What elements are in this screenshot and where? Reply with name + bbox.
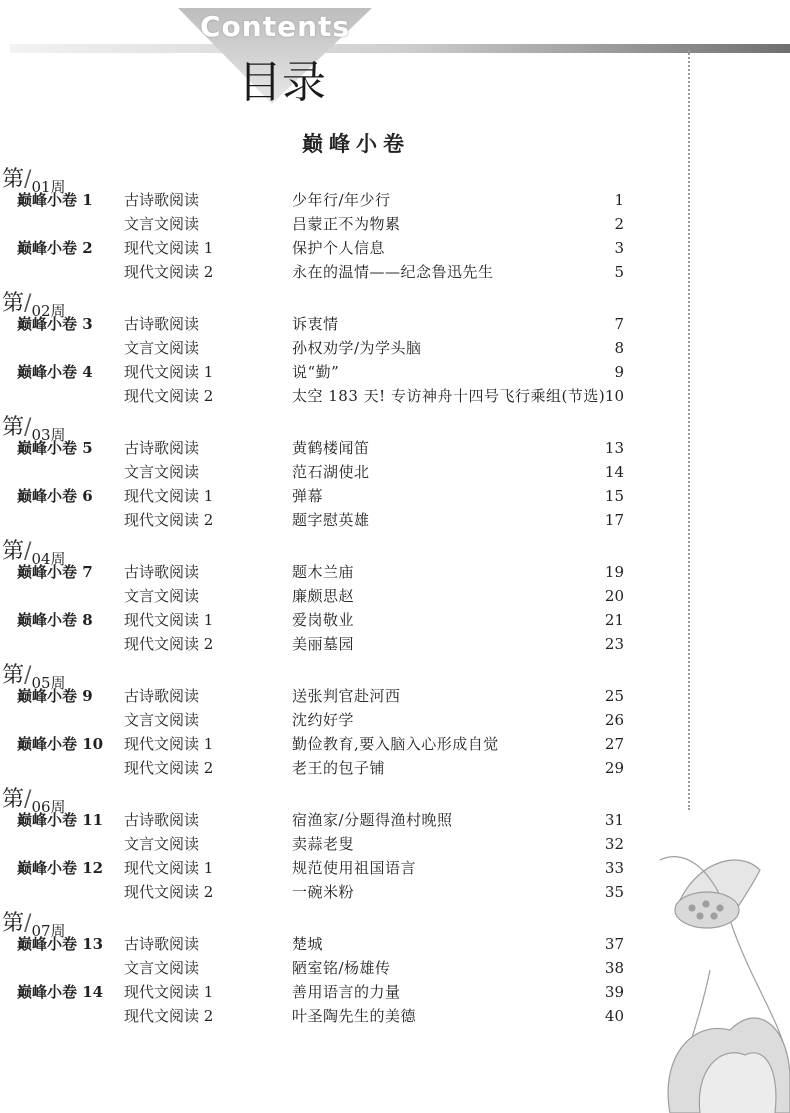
article-title: 题字慰英雄 [292, 511, 370, 529]
volume-label: 巅峰小卷 11 [17, 811, 104, 829]
category-label: 现代文阅读 1 [124, 363, 214, 381]
volume-label: 巅峰小卷 12 [17, 859, 104, 877]
week-number: 05周 [31, 674, 66, 692]
category-label: 古诗歌阅读 [124, 191, 200, 209]
page-number: 1 [614, 191, 624, 209]
toc-row [0, 708, 640, 732]
category-label: 文言文阅读 [124, 339, 200, 357]
toc-row [0, 336, 640, 360]
category-label: 古诗歌阅读 [124, 315, 200, 333]
toc-row [0, 188, 640, 212]
week-number: 01周 [31, 178, 66, 196]
page-number: 37 [604, 935, 624, 953]
article-title: 老王的包子铺 [292, 759, 386, 777]
week-label-di: 第 [2, 167, 25, 192]
article-title: 弹幕 [292, 487, 324, 505]
week-label-slash: / [24, 663, 32, 688]
toc-row [0, 260, 640, 284]
article-title: 太空 183 天! 专访神舟十四号飞行乘组(节选) [292, 387, 606, 405]
article-title: 宿渔家/分题得渔村晚照 [292, 811, 453, 829]
page-number: 31 [604, 811, 624, 829]
page-header [0, 0, 790, 110]
volume-label: 巅峰小卷 14 [17, 983, 104, 1001]
volume-label: 巅峰小卷 8 [17, 611, 93, 629]
category-label: 现代文阅读 1 [124, 983, 214, 1001]
toc-row [0, 1004, 640, 1028]
week-label-di: 第 [2, 415, 25, 440]
page-number: 14 [604, 463, 624, 481]
category-label: 现代文阅读 2 [124, 387, 214, 405]
category-label: 现代文阅读 1 [124, 239, 214, 257]
page-number: 33 [604, 859, 624, 877]
volume-label: 巅峰小卷 10 [17, 735, 104, 753]
page-number: 8 [614, 339, 624, 357]
page-number: 23 [604, 635, 624, 653]
article-title: 孙权劝学/为学头脑 [292, 339, 422, 357]
article-title: 陋室铭/杨雄传 [292, 959, 391, 977]
category-label: 现代文阅读 1 [124, 611, 214, 629]
article-title: 送张判官赴河西 [292, 687, 401, 705]
page-number: 9 [614, 363, 624, 381]
toc-row [0, 684, 640, 708]
contents-word: Contents [200, 10, 351, 43]
article-title: 美丽墓园 [292, 635, 355, 653]
volume-label: 巅峰小卷 4 [17, 363, 93, 381]
page-number: 35 [604, 883, 624, 901]
category-label: 现代文阅读 2 [124, 263, 214, 281]
page-number: 19 [604, 563, 624, 581]
page-number: 26 [604, 711, 624, 729]
week-label-slash: / [24, 787, 32, 812]
page-number: 40 [604, 1007, 624, 1025]
page-number: 32 [604, 835, 624, 853]
category-label: 文言文阅读 [124, 463, 200, 481]
article-title: 一碗米粉 [292, 883, 355, 901]
page-title: 目录 [238, 57, 326, 108]
volume-label: 巅峰小卷 1 [17, 191, 93, 209]
toc-row [0, 856, 640, 880]
category-label: 古诗歌阅读 [124, 563, 200, 581]
toc-row [0, 880, 640, 904]
page-number: 17 [604, 511, 624, 529]
volume-label: 巅峰小卷 7 [17, 563, 93, 581]
volume-label: 巅峰小卷 6 [17, 487, 93, 505]
week-label-di: 第 [2, 291, 25, 316]
category-label: 文言文阅读 [124, 215, 200, 233]
page-number: 27 [604, 735, 624, 753]
page-number: 20 [604, 587, 624, 605]
toc-row [0, 212, 640, 236]
category-label: 现代文阅读 1 [124, 735, 214, 753]
article-title: 题木兰庙 [292, 563, 355, 581]
toc-row [0, 360, 640, 384]
week-number: 06周 [31, 798, 66, 816]
decorative-dotted-line [688, 50, 690, 810]
article-title: 叶圣陶先生的美德 [292, 1007, 417, 1025]
toc-row [0, 956, 640, 980]
article-title: 吕蒙正不为物累 [292, 215, 401, 233]
category-label: 古诗歌阅读 [124, 811, 200, 829]
category-label: 现代文阅读 1 [124, 487, 214, 505]
volume-label: 巅峰小卷 3 [17, 315, 93, 333]
week-number: 02周 [31, 302, 66, 320]
category-label: 现代文阅读 2 [124, 759, 214, 777]
volume-label: 巅峰小卷 9 [17, 687, 93, 705]
category-label: 古诗歌阅读 [124, 439, 200, 457]
week-label-slash: / [24, 415, 32, 440]
page-number: 3 [614, 239, 624, 257]
page-number: 7 [614, 315, 624, 333]
article-title: 规范使用祖国语言 [292, 859, 417, 877]
page-number: 2 [614, 215, 624, 233]
toc-row [0, 632, 640, 656]
category-label: 古诗歌阅读 [124, 935, 200, 953]
toc-row [0, 484, 640, 508]
category-label: 文言文阅读 [124, 587, 200, 605]
category-label: 古诗歌阅读 [124, 687, 200, 705]
week-number: 03周 [31, 426, 66, 444]
page-number: 39 [604, 983, 624, 1001]
toc-row [0, 732, 640, 756]
article-title: 范石湖使北 [292, 463, 370, 481]
category-label: 现代文阅读 2 [124, 1007, 214, 1025]
page-number: 15 [604, 487, 624, 505]
article-title: 说“勤” [292, 363, 340, 381]
article-title: 沈约好学 [292, 711, 355, 729]
week-label-slash: / [24, 911, 32, 936]
article-title: 保护个人信息 [292, 239, 386, 257]
volume-label: 巅峰小卷 2 [17, 239, 93, 257]
toc-row [0, 980, 640, 1004]
toc-row [0, 932, 640, 956]
article-title: 卖蒜老叟 [292, 835, 355, 853]
article-title: 廉颇思赵 [292, 587, 355, 605]
toc-row [0, 436, 640, 460]
lotus-illustration [640, 820, 790, 1113]
article-title: 勤俭教育,要入脑入心形成自觉 [292, 735, 499, 753]
category-label: 文言文阅读 [124, 835, 200, 853]
category-label: 现代文阅读 1 [124, 859, 214, 877]
page-number: 5 [614, 263, 624, 281]
volume-label: 巅峰小卷 5 [17, 439, 93, 457]
category-label: 文言文阅读 [124, 959, 200, 977]
section-title: 巅峰小卷 [302, 131, 410, 156]
week-label-slash: / [24, 167, 32, 192]
toc-row [0, 832, 640, 856]
toc-row [0, 236, 640, 260]
volume-label: 巅峰小卷 13 [17, 935, 104, 953]
article-title: 楚城 [292, 935, 324, 953]
toc-row [0, 560, 640, 584]
category-label: 现代文阅读 2 [124, 883, 214, 901]
toc-row [0, 584, 640, 608]
toc-row [0, 508, 640, 532]
week-label-di: 第 [2, 539, 25, 564]
week-number: 07周 [31, 922, 66, 940]
header-banner-graphic [0, 0, 790, 110]
page-number: 25 [604, 687, 624, 705]
week-number: 04周 [31, 550, 66, 568]
article-title: 善用语言的力量 [292, 983, 401, 1001]
article-title: 黄鹤楼闻笛 [292, 439, 370, 457]
week-label-di: 第 [2, 911, 25, 936]
toc-row [0, 608, 640, 632]
toc-row [0, 384, 640, 408]
week-label-slash: / [24, 539, 32, 564]
toc-row [0, 756, 640, 780]
page-number: 13 [604, 439, 624, 457]
page-number: 10 [604, 387, 624, 405]
week-label-di: 第 [2, 663, 25, 688]
article-title: 爱岗敬业 [292, 611, 355, 629]
page-number: 38 [604, 959, 624, 977]
article-title: 永在的温情——纪念鲁迅先生 [292, 263, 494, 281]
category-label: 文言文阅读 [124, 711, 200, 729]
article-title: 少年行/年少行 [292, 191, 391, 209]
page-number: 21 [604, 611, 624, 629]
toc-row [0, 312, 640, 336]
week-label-di: 第 [2, 787, 25, 812]
category-label: 现代文阅读 2 [124, 635, 214, 653]
toc-row [0, 808, 640, 832]
toc-row [0, 460, 640, 484]
week-label-slash: / [24, 291, 32, 316]
category-label: 现代文阅读 2 [124, 511, 214, 529]
page-number: 29 [604, 759, 624, 777]
article-title: 诉衷情 [292, 315, 339, 333]
